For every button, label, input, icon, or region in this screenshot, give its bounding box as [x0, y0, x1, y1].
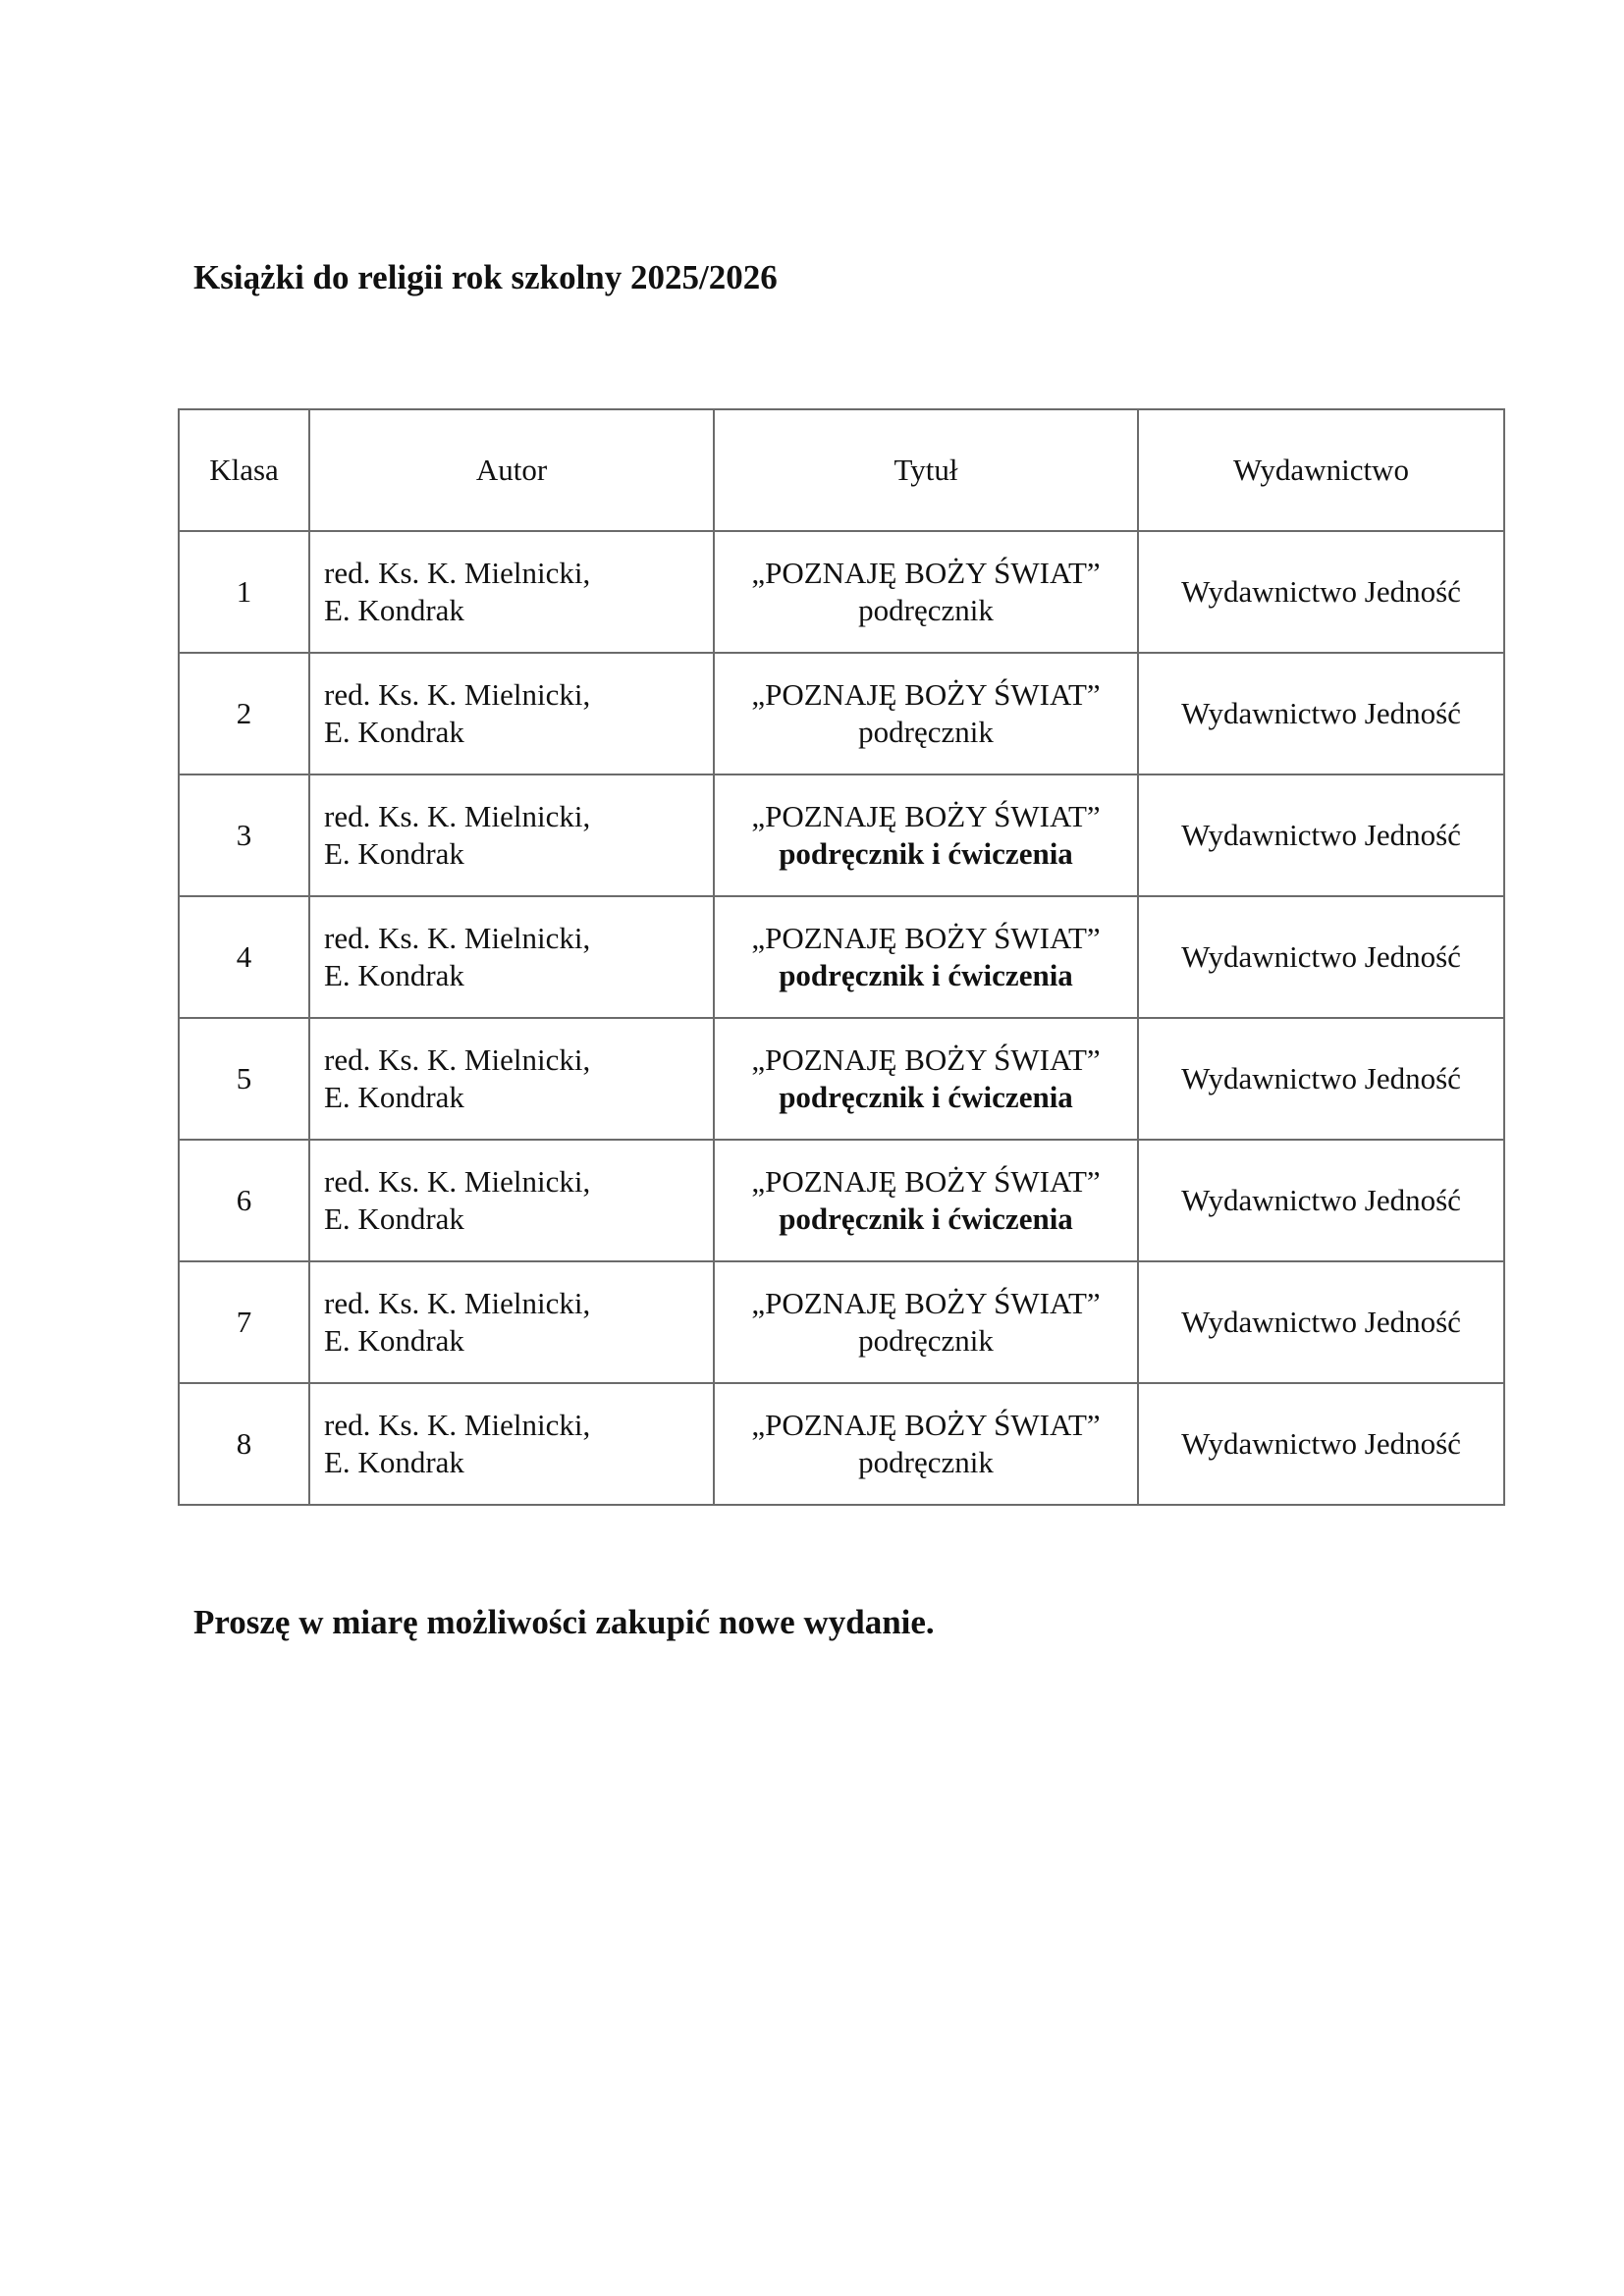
cell-autor	[309, 1018, 714, 1140]
footer-note: Proszę w miarę możliwości zakupić nowe wydanie.	[193, 1603, 935, 1641]
cell-tytul	[714, 1383, 1138, 1505]
header-tytul: Tytuł	[714, 409, 1138, 531]
cell-autor	[309, 896, 714, 1018]
book-title: „POZNAJĘ BOŻY ŚWIAT”	[751, 1407, 1101, 1442]
table-row	[179, 1140, 1504, 1261]
cell-autor	[309, 1261, 714, 1383]
book-subtitle: podręcznik	[858, 593, 994, 627]
table-body	[179, 531, 1504, 1505]
cell-wydawnictwo: Wydawnictwo Jedność	[1138, 896, 1504, 1018]
cell-wydawnictwo: Wydawnictwo Jedność	[1138, 653, 1504, 774]
autor-line: E. Kondrak	[324, 1201, 464, 1236]
autor-line: red. Ks. K. Mielnicki,	[324, 798, 591, 833]
autor-line: red. Ks. K. Mielnicki,	[324, 1407, 591, 1442]
autor-line: red. Ks. K. Mielnicki,	[324, 920, 591, 955]
autor-line: red. Ks. K. Mielnicki,	[324, 1041, 591, 1077]
cell-klasa: 5	[179, 1018, 309, 1140]
book-subtitle: podręcznik	[858, 1445, 994, 1479]
cell-wydawnictwo: Wydawnictwo Jedność	[1138, 531, 1504, 653]
books-table	[178, 408, 1505, 1506]
cell-tytul	[714, 653, 1138, 774]
book-subtitle: podręcznik i ćwiczenia	[779, 836, 1073, 871]
cell-tytul	[714, 896, 1138, 1018]
table-header-row	[179, 409, 1504, 531]
table-row	[179, 774, 1504, 896]
autor-line: E. Kondrak	[324, 1080, 464, 1114]
cell-autor	[309, 1140, 714, 1261]
book-subtitle: podręcznik	[858, 1323, 994, 1358]
autor-line: E. Kondrak	[324, 593, 464, 627]
book-subtitle: podręcznik	[858, 715, 994, 749]
table-row	[179, 1018, 1504, 1140]
book-subtitle: podręcznik i ćwiczenia	[779, 958, 1073, 992]
autor-line: E. Kondrak	[324, 715, 464, 749]
book-title: „POZNAJĘ BOŻY ŚWIAT”	[751, 1285, 1101, 1320]
cell-klasa: 6	[179, 1140, 309, 1261]
cell-wydawnictwo: Wydawnictwo Jedność	[1138, 1140, 1504, 1261]
table-row	[179, 1261, 1504, 1383]
cell-klasa: 4	[179, 896, 309, 1018]
book-title: „POZNAJĘ BOŻY ŚWIAT”	[751, 676, 1101, 712]
book-title: „POZNAJĘ BOŻY ŚWIAT”	[751, 798, 1101, 833]
cell-autor	[309, 1383, 714, 1505]
book-title: „POZNAJĘ BOŻY ŚWIAT”	[751, 920, 1101, 955]
autor-line: red. Ks. K. Mielnicki,	[324, 555, 591, 590]
cell-tytul	[714, 1261, 1138, 1383]
cell-tytul	[714, 774, 1138, 896]
header-klasa: Klasa	[179, 409, 309, 531]
book-title: „POZNAJĘ BOŻY ŚWIAT”	[751, 555, 1101, 590]
autor-line: E. Kondrak	[324, 1323, 464, 1358]
page-title: Książki do religii rok szkolny 2025/2026	[193, 258, 778, 296]
cell-autor	[309, 774, 714, 896]
cell-wydawnictwo: Wydawnictwo Jedność	[1138, 1018, 1504, 1140]
cell-klasa: 3	[179, 774, 309, 896]
autor-line: E. Kondrak	[324, 1445, 464, 1479]
autor-line: red. Ks. K. Mielnicki,	[324, 1163, 591, 1199]
autor-line: red. Ks. K. Mielnicki,	[324, 1285, 591, 1320]
book-title: „POZNAJĘ BOŻY ŚWIAT”	[751, 1041, 1101, 1077]
cell-klasa: 7	[179, 1261, 309, 1383]
table-row	[179, 1383, 1504, 1505]
cell-klasa: 1	[179, 531, 309, 653]
cell-klasa: 2	[179, 653, 309, 774]
header-wydawnictwo: Wydawnictwo	[1138, 409, 1504, 531]
table-row	[179, 896, 1504, 1018]
cell-tytul	[714, 531, 1138, 653]
book-title: „POZNAJĘ BOŻY ŚWIAT”	[751, 1163, 1101, 1199]
autor-line: red. Ks. K. Mielnicki,	[324, 676, 591, 712]
autor-line: E. Kondrak	[324, 836, 464, 871]
cell-tytul	[714, 1140, 1138, 1261]
book-subtitle: podręcznik i ćwiczenia	[779, 1080, 1073, 1114]
cell-autor	[309, 653, 714, 774]
cell-autor	[309, 531, 714, 653]
cell-wydawnictwo: Wydawnictwo Jedność	[1138, 1261, 1504, 1383]
cell-wydawnictwo: Wydawnictwo Jedność	[1138, 774, 1504, 896]
table-row	[179, 653, 1504, 774]
header-autor: Autor	[309, 409, 714, 531]
cell-tytul	[714, 1018, 1138, 1140]
cell-klasa: 8	[179, 1383, 309, 1505]
cell-wydawnictwo: Wydawnictwo Jedność	[1138, 1383, 1504, 1505]
book-subtitle: podręcznik i ćwiczenia	[779, 1201, 1073, 1236]
table-row	[179, 531, 1504, 653]
autor-line: E. Kondrak	[324, 958, 464, 992]
